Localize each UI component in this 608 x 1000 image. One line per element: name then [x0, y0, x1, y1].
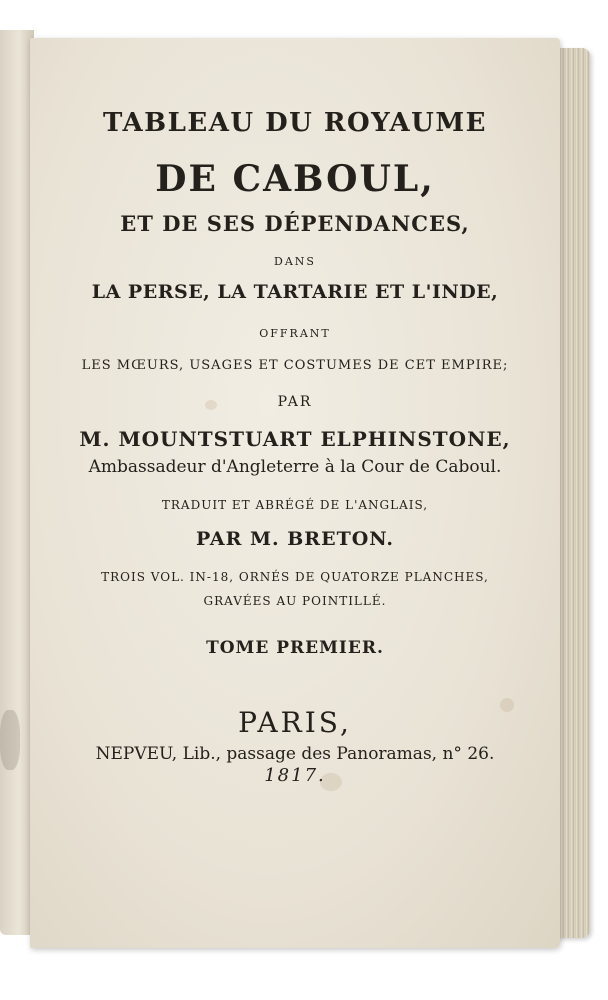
title-line-regions: LA PERSE, LA TARTARIE ET L'INDE, — [91, 281, 499, 303]
volumes-note: TROIS VOL. IN-18, ORNÉS DE QUATORZE PLANCHES, — [101, 570, 489, 584]
translation-note: TRADUIT ET ABRÉGÉ DE L'ANGLAIS, — [161, 498, 429, 512]
title-line-3: ET DE SES DÉPENDANCES, — [120, 211, 470, 236]
title-line-dans: DANS — [274, 255, 316, 268]
translator-name: PAR M. BRETON. — [195, 528, 395, 550]
title-page — [30, 38, 560, 948]
author-title: Ambassadeur d'Angleterre à la Cour de Caboul. — [88, 457, 502, 477]
author-name: M. MOUNTSTUART ELPHINSTONE, — [79, 427, 511, 451]
imprint-city: PARIS, — [238, 706, 352, 739]
volume-label: TOME PREMIER. — [206, 638, 384, 658]
engraving-note: GRAVÉES AU POINTILLÉ. — [203, 594, 387, 608]
page-stain — [0, 710, 20, 770]
left-page-edge — [0, 30, 34, 935]
imprint-year: 1817. — [264, 765, 326, 786]
title-line-offrant: OFFRANT — [259, 327, 331, 340]
title-line-moeurs: LES MŒURS, USAGES ET COSTUMES DE CET EMPIRE; — [81, 358, 509, 373]
title-line-2: DE CABOUL, — [155, 158, 435, 200]
byline-par: PAR — [277, 394, 313, 410]
imprint-publisher: NEPVEU, Lib., passage des Panoramas, n° 26. — [95, 744, 495, 764]
title-line-1: TABLEAU DU ROYAUME — [103, 108, 487, 138]
